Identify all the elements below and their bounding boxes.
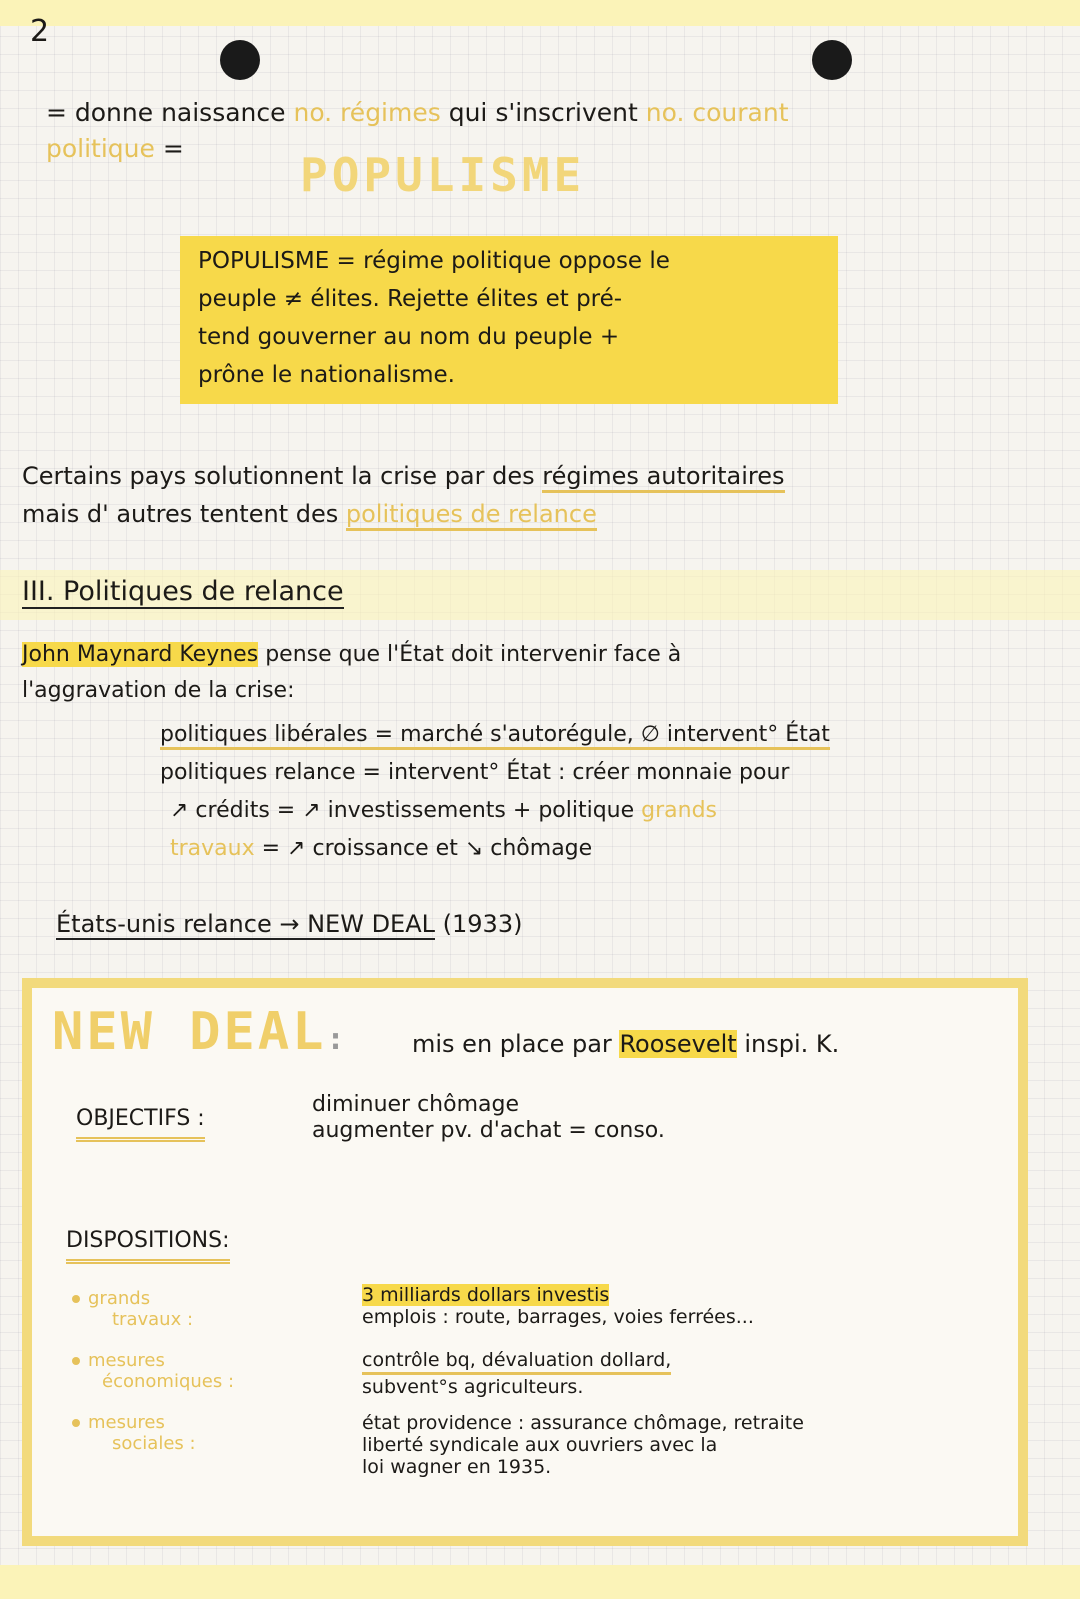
disposition-label-1: mesures [88,1412,165,1433]
intro-text-4: no. courant [645,98,789,127]
intro-equals: = [162,134,184,163]
disposition-label [72,1350,352,1392]
intro-text-5: politique [46,134,155,163]
bottom-paper-strip [0,1565,1080,1599]
usa-year: (1933) [442,910,523,938]
bullet-icon [72,1419,80,1427]
punch-hole-left [220,40,260,80]
populism-intro-line-2 [46,134,184,163]
disposition-label-2: économiques : [102,1371,235,1392]
intro-text-3: qui s'inscrivent [448,98,638,127]
relance-text: = ↗ croissance et ↘ chômage [261,836,593,861]
keynes-line-2: l'aggravation de la crise: [22,678,295,703]
usa-line [56,910,522,938]
disposition-line: état providence : assurance chômage, retraite [362,1412,804,1434]
disposition-line: loi wagner en 1935. [362,1456,552,1478]
liberal-policies: politiques libérales = marché s'autorégule, ∅ intervent° État [160,722,830,750]
new-deal-box [22,978,1028,1546]
transition-line-2 [22,500,597,528]
keynes-name: John Maynard Keynes [22,642,259,667]
disposition-label [72,1288,352,1330]
subtitle-text: mis en place par [412,1030,612,1058]
top-paper-strip [0,0,1080,26]
relance-text: ↗ crédits = ↗ investissements + politique [170,798,635,823]
transition-text: Certains pays solutionnent la crise par des [22,462,535,490]
bullet-icon [72,1357,80,1365]
disposition-line: 3 milliards dollars investis [362,1284,610,1306]
transition-faint: politiques de relance [346,500,597,531]
objectifs-label: OBJECTIFS : [76,1106,205,1142]
disposition-text [362,1348,671,1399]
subtitle-text: inspi. K. [744,1030,840,1058]
disposition-line: subvent°s agriculteurs. [362,1376,584,1398]
keynes-line-1 [22,642,681,667]
disposition-label-2: sociales : [112,1433,196,1454]
new-deal-colon: : [326,1022,348,1057]
relance-line-2 [170,798,717,823]
definition-line: tend gouverner au nom du peuple + [198,324,620,350]
new-deal-subtitle [412,1030,839,1058]
populism-title: POPULISME [300,148,586,202]
disposition-label-1: mesures [88,1350,165,1371]
disposition-line: liberté syndicale aux ouvriers avec la [362,1434,718,1456]
dispositions-label: DISPOSITIONS: [66,1228,230,1264]
relance-line-3 [170,836,592,861]
definition-line: POPULISME = régime politique oppose le [198,248,670,274]
new-deal-title-text: NEW DEAL [52,1002,327,1062]
disposition-text [362,1284,754,1328]
relance-faint: grands [641,798,718,823]
disposition-label [72,1412,352,1454]
page-number: 2 [30,14,50,49]
roosevelt-name: Roosevelt [619,1030,737,1058]
transition-line-1 [22,462,785,490]
disposition-text [362,1412,804,1478]
disposition-label-1: grands [88,1288,151,1309]
objectif-item: augmenter pv. d'achat = conso. [312,1118,665,1143]
usa-new-deal: États-unis relance → NEW DEAL [56,910,436,938]
populism-definition-box [180,236,838,404]
section-heading: III. Politiques de relance [22,576,344,607]
punch-hole-right [812,40,852,80]
intro-text-1: = donne naissance [46,98,286,127]
relance-line-1: politiques relance = intervent° État : créer monnaie pour [160,760,790,785]
relance-faint: travaux [170,836,255,861]
transition-text: mais d' autres tentent des [22,500,339,528]
disposition-line: contrôle bq, dévaluation dollard, [362,1348,671,1375]
definition-line: prône le nationalisme. [198,362,455,388]
keynes-text: pense que l'État doit intervenir face à [265,642,682,667]
bullet-icon [72,1295,80,1303]
transition-highlight: régimes autoritaires [542,462,784,493]
populism-intro-line [46,98,789,127]
disposition-line: emplois : route, barrages, voies ferrées... [362,1306,754,1328]
new-deal-title [52,1002,348,1062]
objectif-item: diminuer chômage [312,1092,519,1117]
intro-text-2: no. régimes [293,98,441,127]
disposition-label-2: travaux : [112,1309,194,1330]
definition-line: peuple ≠ élites. Rejette élites et pré- [198,286,623,312]
